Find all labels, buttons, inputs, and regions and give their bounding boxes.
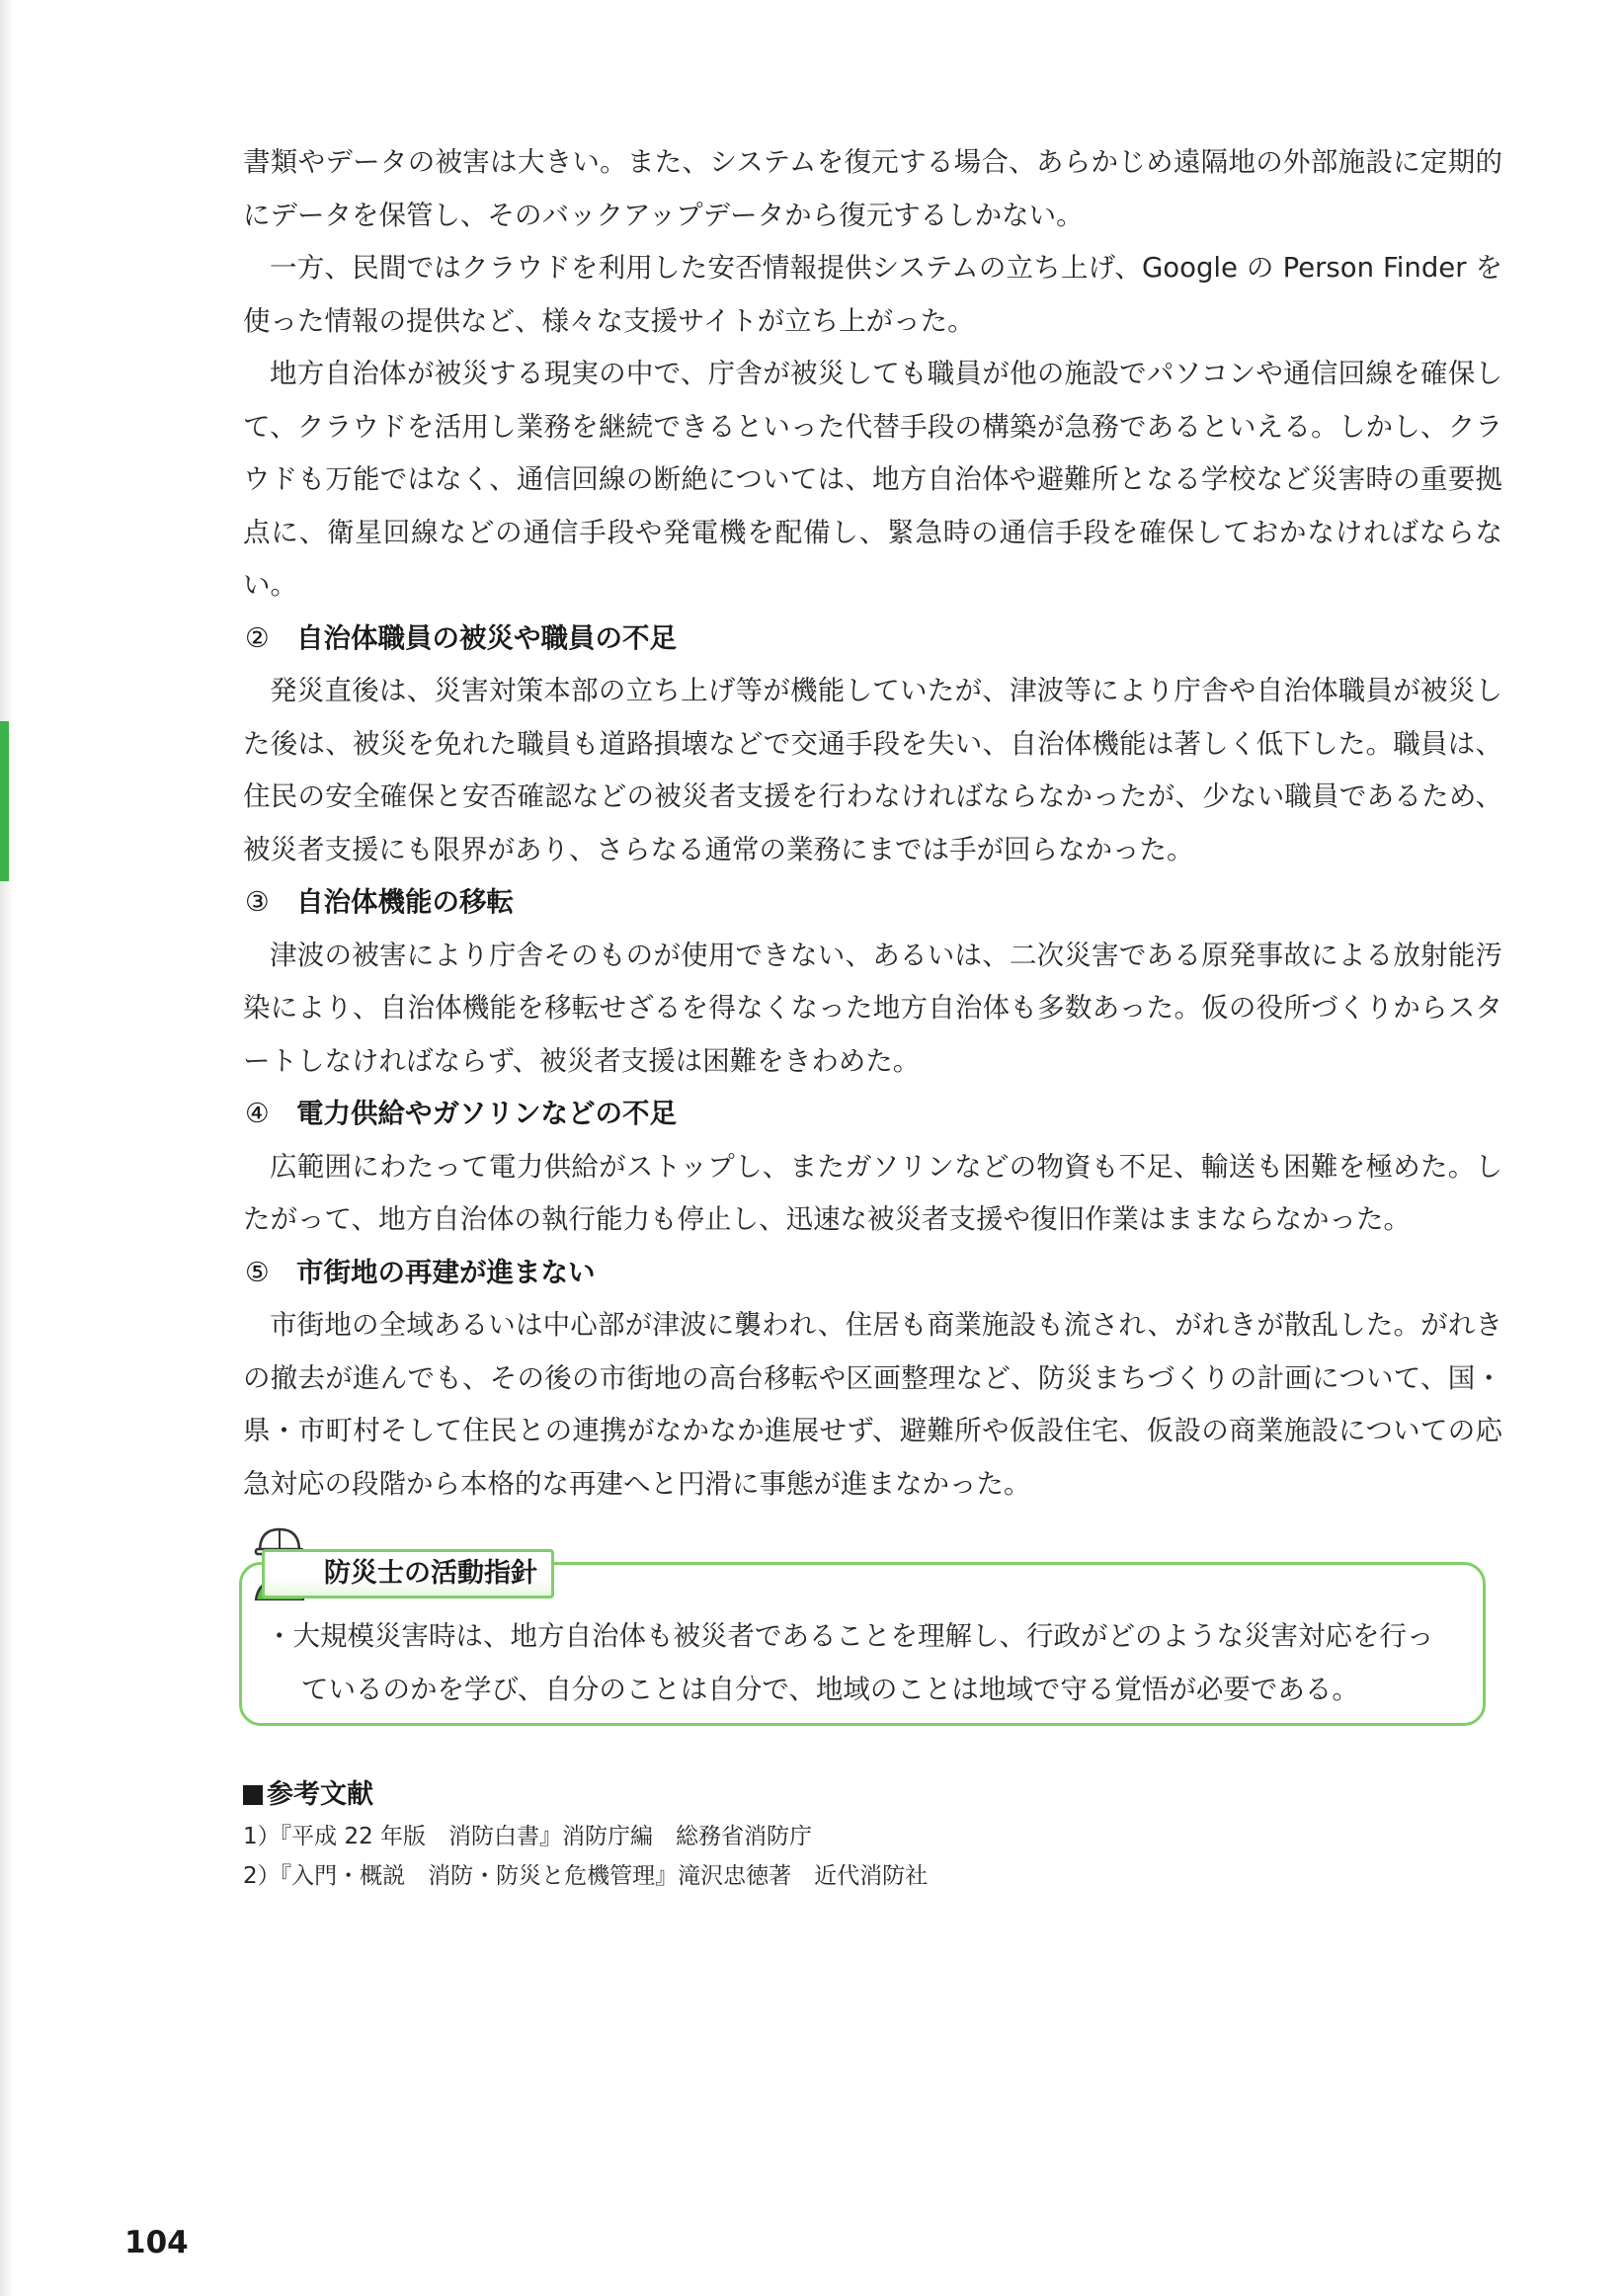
section-title: 自治体機能の移転 — [296, 886, 514, 918]
body-paragraph-1: 書類やデータの被害は大きい。また、システムを復元する場合、あらかじめ遠隔地の外部施設に定期的にデータを保管し、そのバックアップデータから復元するしかない。 — [243, 146, 1502, 231]
activity-guideline-box — [239, 1558, 1486, 1726]
section-title: 自治体職員の被災や職員の不足 — [296, 621, 677, 654]
section-text: 市街地の全域あるいは中心部が津波に襲われ、住居も商業施設も流され、がれきが散乱した。がれきの撤去が進んでも、その後の市街地の高台移転や区画整理など、防災まちづくりの計画について、国・県・市町村そして住民との連携がなかなか進展せず、避難所や仮設住宅、仮設の商業施設についての応急対応の段階から本格的な再建へと円滑に事態が進まなかった。 — [243, 1309, 1502, 1500]
section-5 — [243, 1247, 1502, 1512]
page-edge-shadow — [0, 0, 14, 2296]
section-text: 発災直後は、災害対策本部の立ち上げ等が機能していたが、津波等により庁舎や自治体職員が被災した後は、被災を免れた職員も道路損壊などで交通手段を失い、自治体機能は著しく低下した。職員は、住民の安全確保と安否確認などの被災者支援を行わなければならなかったが、少ない職員であるため、被災者支援にも限界があり、さらなる通常の業務にまでは手が回らなかった。 — [243, 675, 1502, 865]
section-3 — [243, 876, 1502, 1088]
section-heading — [243, 876, 1502, 930]
references-heading — [243, 1773, 1502, 1817]
body-paragraph-3: 地方自治体が被災する現実の中で、庁舎が被災しても職員が他の施設でパソコンや通信回線を確保して、クラウドを活用し業務を継続できるといった代替手段の構築が急務であるといえる。しかし、クラウドも万能ではなく、通信回線の断絶については、地方自治体や避難所となる学校など災害時の重要拠点に、衛星回線などの通信手段や発電機を配備し、緊急時の通信手段を確保しておかなければならない。 — [243, 358, 1502, 601]
section-number: ② — [245, 621, 270, 654]
section-heading — [243, 1088, 1502, 1141]
reference-item: 2）『入門・概説 消防・防災と危機管理』滝沢忠徳著 近代消防社 — [243, 1863, 929, 1889]
section-heading — [243, 613, 1502, 666]
section-text: 広範囲にわたって電力供給がストップし、またガソリンなどの物資も不足、輸送も困難を極めた。したがって、地方自治体の執行能力も停止し、迅速な被災者支援や復旧作業はままならなかった。 — [243, 1150, 1502, 1235]
guideline-line-2: ているのかを学び、自分のことは自分で、地域のことは地域で守る覚悟が必要である。 — [301, 1673, 1359, 1705]
section-2 — [243, 613, 1502, 877]
guideline-title: 防災士の活動指針 — [262, 1549, 554, 1599]
square-bullet-icon — [243, 1785, 263, 1805]
section-text: 津波の被害により庁舎そのものが使用できない、あるいは、二次災害である原発事故による放射能汚染により、自治体機能を移転せざるを得なくなった地方自治体も多数あった。仮の役所づくりからスタートしなければならず、被災者支援は困難をきわめた。 — [243, 939, 1502, 1077]
section-heading — [243, 1247, 1502, 1300]
references-heading-label: 参考文献 — [267, 1779, 373, 1810]
section-4 — [243, 1088, 1502, 1247]
guideline-text — [266, 1610, 1451, 1716]
section-number: ③ — [245, 886, 270, 918]
reference-item: 1）『平成 22 年版 消防白書』消防庁編 総務省消防庁 — [243, 1824, 813, 1849]
body-paragraph-2: 一方、民間ではクラウドを利用した安否情報提供システムの立ち上げ、Google の Person Finder を使った情報の提供など、様々な支援サイトが立ち上がった。 — [243, 252, 1502, 337]
guideline-line-1: ・大規模災害時は、地方自治体も被災者であることを理解し、行政がどのような災害対応を行っ — [266, 1620, 1434, 1652]
chapter-tab-marker — [0, 721, 9, 881]
section-number: ④ — [245, 1098, 270, 1129]
section-title: 電力供給やガソリンなどの不足 — [296, 1098, 677, 1129]
page-content — [243, 136, 1502, 1896]
section-title: 市街地の再建が進まない — [296, 1256, 596, 1288]
section-number: ⑤ — [245, 1256, 270, 1288]
page-number: 104 — [124, 2225, 189, 2260]
